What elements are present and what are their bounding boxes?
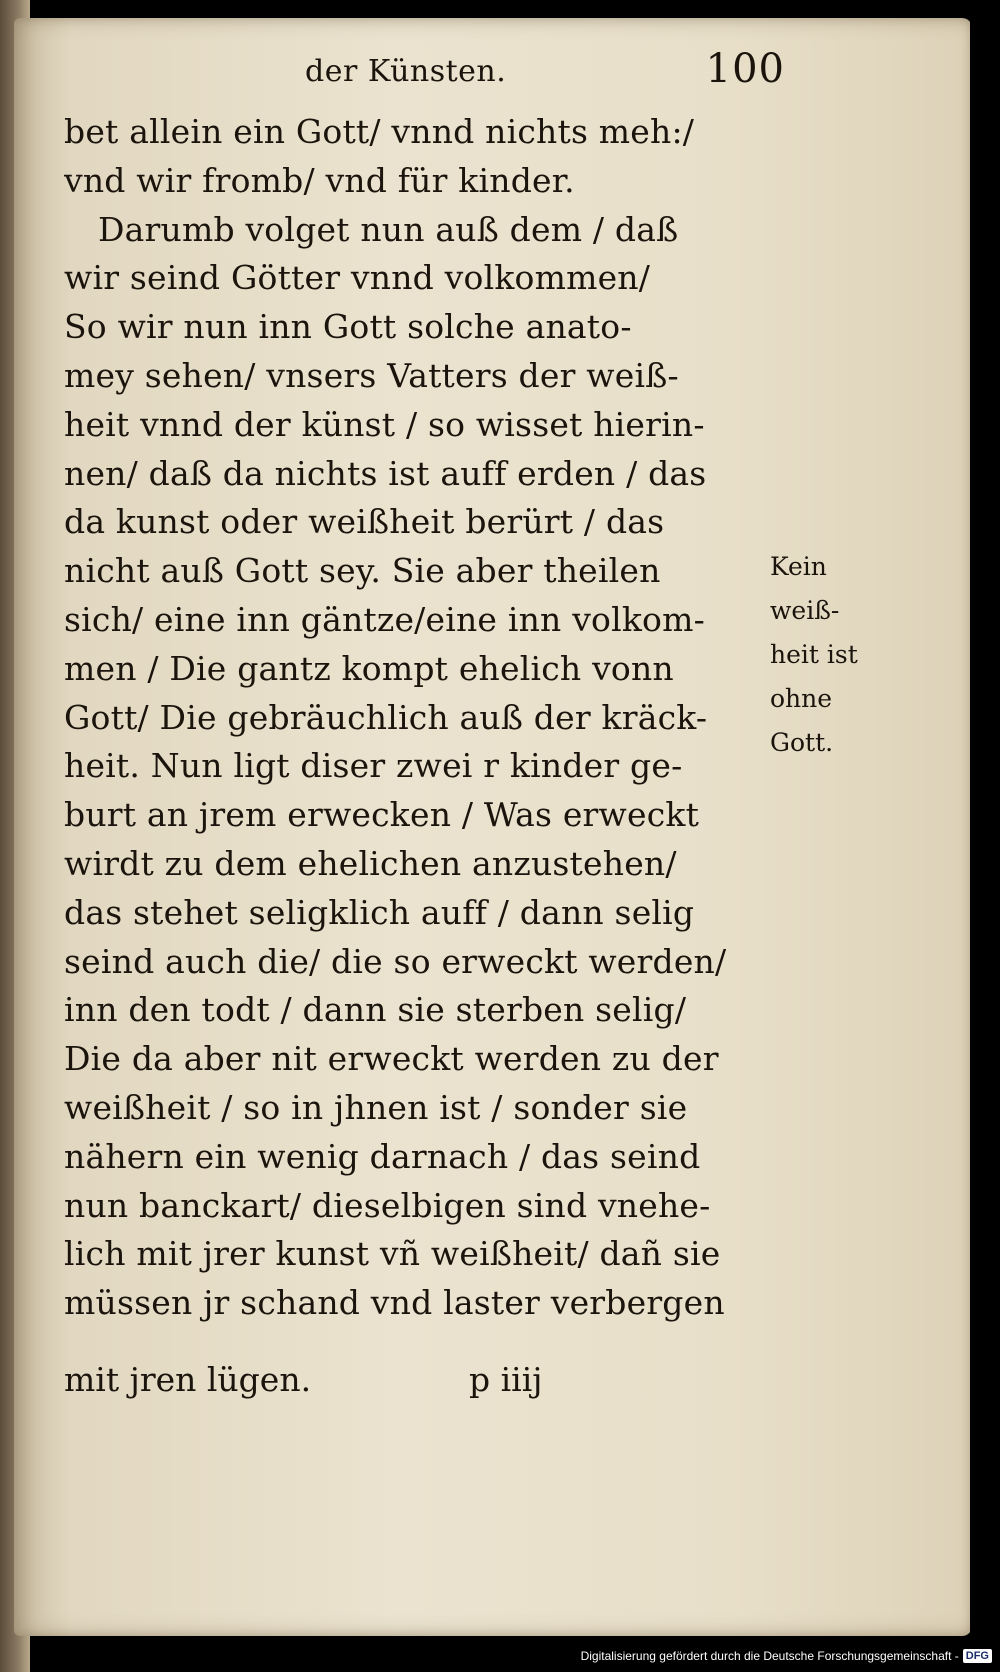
text-line: wir seind Götter vnnd volkommen/: [64, 258, 651, 298]
credit-text: Digitalisierung gefördert durch die Deutsche Forschungsgemeinschaft -: [580, 1649, 959, 1663]
marginal-line: weiß-: [770, 596, 840, 625]
text-line: nun banckart/ dieselbigen sind vnehe-: [64, 1185, 711, 1225]
text-line: heit vnnd der künst / so wisset hierin-: [64, 404, 705, 444]
marginal-line: Gott.: [770, 728, 834, 757]
text-line: Die da aber nit erweckt werden zu der: [64, 1039, 719, 1079]
text-line: da kunst oder weißheit berürt / das: [64, 502, 665, 542]
text-line: das stehet seligklich auff / dann selig: [64, 892, 695, 932]
signature-mark: p iiij: [469, 1360, 543, 1399]
text-line: men / Die gantz kompt ehelich vonn: [64, 648, 674, 688]
marginal-line: heit ist: [770, 640, 858, 669]
last-line-and-signature: [64, 1355, 764, 1405]
digitization-credit: [581, 1646, 992, 1666]
text-line: inn den todt / dann sie sterben selig/: [64, 990, 687, 1030]
text-line: nähern ein wenig darnach / das seind: [64, 1136, 701, 1176]
dfg-logo-icon: DFG: [963, 1649, 992, 1663]
body-text: [64, 108, 764, 1328]
text-line: wirdt zu dem ehelichen anzustehen/: [64, 843, 677, 883]
text-line: mit jren lügen.: [64, 1360, 312, 1399]
text-line: burt an jrem erwecken / Was erweckt: [64, 795, 700, 835]
marginal-line: ohne: [770, 684, 833, 713]
text-line: sich/ eine inn gäntze/eine inn volkom-: [64, 599, 705, 639]
text-line: nen/ daß da nichts ist auff erden / das: [64, 453, 707, 493]
text-line: Darumb volget nun auß dem / daß: [98, 209, 679, 249]
text-line: weißheit / so in jhnen ist / sonder sie: [64, 1087, 688, 1127]
text-line: nicht auß Gott sey. Sie aber theilen: [64, 551, 661, 591]
text-line: mey sehen/ vnsers Vatters der weiß-: [64, 355, 679, 395]
marginal-line: Kein: [770, 552, 827, 581]
text-line: Gott/ Die gebräuchlich auß der kräck-: [64, 697, 708, 737]
text-line: vnd wir fromb/ vnd für kinder.: [64, 160, 575, 200]
text-line: lich mit jrer kunst vñ weißheit/ dañ sie: [64, 1234, 721, 1274]
marginal-note: [770, 545, 890, 765]
text-line: heit. Nun ligt diser zwei r kinder ge-: [64, 746, 683, 786]
page-number: 100: [705, 46, 785, 92]
scan-background-right: [970, 0, 1000, 1672]
running-title: der Künsten.: [305, 54, 507, 89]
text-line: bet allein ein Gott/ vnnd nichts meh:/: [64, 112, 695, 151]
page-header: [305, 46, 785, 98]
text-line: seind auch die/ die so erweckt werden/: [64, 941, 727, 981]
text-line: müssen jr schand vnd laster verbergen: [64, 1283, 725, 1323]
text-line: So wir nun inn Gott solche anato-: [64, 307, 632, 347]
